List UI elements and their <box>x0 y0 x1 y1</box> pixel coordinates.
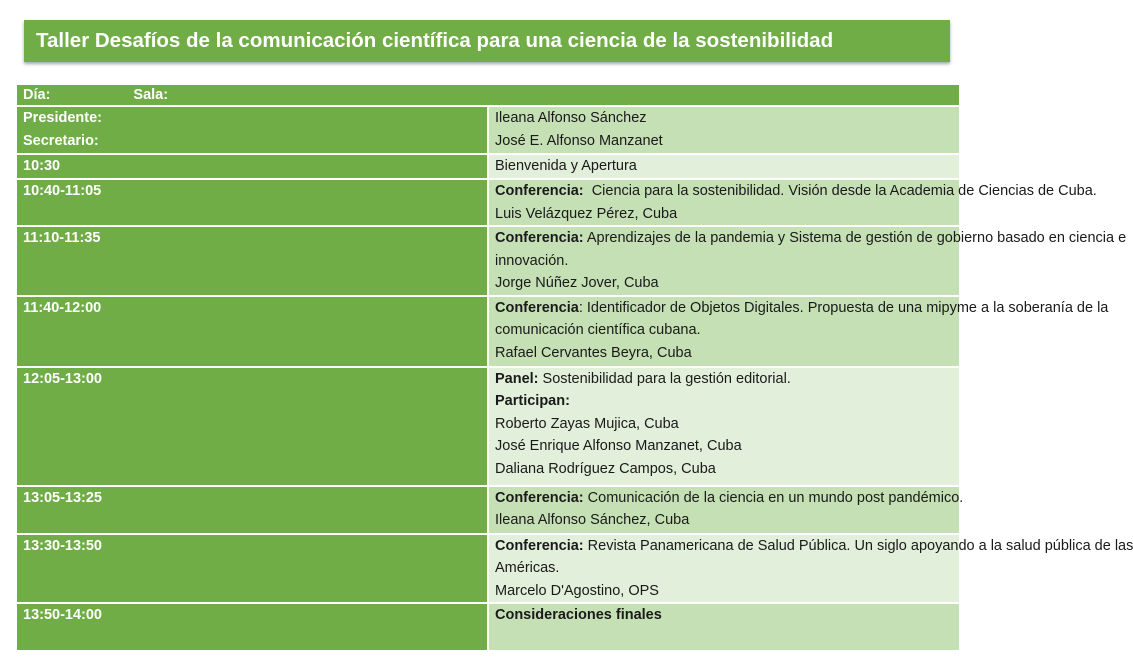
row-time: 13:50-14:00 <box>16 603 488 651</box>
row-time: 13:30-13:50 <box>16 534 488 604</box>
row-title-continued: Américas. <box>495 560 560 576</box>
row-title-continued: innovación. <box>495 252 569 269</box>
table-row <box>16 486 960 534</box>
officers-names <box>488 106 960 154</box>
header-cell <box>16 84 960 106</box>
participant: Daliana Rodríguez Campos, Cuba <box>495 460 716 477</box>
row-speaker: Ileana Alfonso Sánchez, Cuba <box>495 512 690 528</box>
row-time: 10:30 <box>16 154 488 179</box>
secretario-label: Secretario: <box>23 132 99 149</box>
presidente-label: Presidente: <box>23 110 102 126</box>
secretario-name: José E. Alfonso Manzanet <box>495 132 663 149</box>
table-row <box>16 154 960 179</box>
officers-row <box>16 106 960 154</box>
row-kind: Conferencia: <box>495 537 584 554</box>
table-row <box>16 296 960 367</box>
row-kind: Panel: <box>495 370 539 387</box>
participants-label: Participan: <box>495 393 570 409</box>
row-time: 12:05-13:00 <box>16 367 488 486</box>
row-kind: Consideraciones finales <box>495 607 662 623</box>
row-speaker: Luis Velázquez Pérez, Cuba <box>495 205 678 222</box>
row-speaker: Marcelo D'Agostino, OPS <box>495 582 659 599</box>
sala-label: Sala: <box>133 87 169 103</box>
row-title: Aprendizajes de la pandemia y Sistema de gestión de gobierno basado en ciencia e <box>583 230 1127 246</box>
row-content <box>488 367 960 486</box>
table-row <box>16 367 960 486</box>
row-kind: Conferencia: <box>495 183 584 199</box>
row-title: Ciencia para la sostenibilidad. Visión desde la Academia de Ciencias de Cuba. <box>583 183 1097 199</box>
row-content <box>488 534 1133 604</box>
row-time: 11:10-11:35 <box>16 226 488 296</box>
row-title: Sostenibilidad para la gestión editorial. <box>538 370 791 387</box>
row-content <box>488 296 1109 367</box>
row-kind: Conferencia: <box>495 489 584 506</box>
row-time: 10:40-11:05 <box>16 179 488 226</box>
table-row <box>16 226 960 296</box>
participant: Roberto Zayas Mujica, Cuba <box>495 415 679 432</box>
row-kind: Conferencia <box>495 299 579 316</box>
participant: José Enrique Alfonso Manzanet, Cuba <box>495 438 742 454</box>
presidente-name: Ileana Alfonso Sánchez <box>495 110 647 126</box>
table-row <box>16 603 960 651</box>
table-row <box>16 534 960 604</box>
row-speaker: Jorge Núñez Jover, Cuba <box>495 275 659 291</box>
row-title-continued: comunicación científica cubana. <box>495 322 701 338</box>
row-speaker: Rafael Cervantes Beyra, Cuba <box>495 344 692 361</box>
row-content <box>488 603 960 651</box>
table-header-row <box>16 84 960 106</box>
officers-labels <box>16 106 488 154</box>
schedule-table <box>15 83 1133 652</box>
row-kind: Conferencia: <box>495 230 584 246</box>
row-title: : Identificador de Objetos Digitales. Propuesta de una mipyme a la soberanía de la <box>578 299 1109 316</box>
row-time: 11:40-12:00 <box>16 296 488 367</box>
row-time: 13:05-13:25 <box>16 486 488 534</box>
row-content <box>488 179 1097 226</box>
row-title: Comunicación de la ciencia en un mundo post pandémico. <box>583 489 964 506</box>
page-title: Taller Desafíos de la comunicación científica para una ciencia de la sostenibilidad <box>24 20 950 62</box>
row-title: Bienvenida y Apertura <box>495 158 637 174</box>
row-content <box>488 226 1127 296</box>
row-title: Revista Panamericana de Salud Pública. Un siglo apoyando a la salud pública de las <box>583 537 1133 554</box>
row-content <box>488 154 960 179</box>
row-content <box>488 486 964 534</box>
dia-label: Día: <box>23 87 51 103</box>
table-row <box>16 179 960 226</box>
